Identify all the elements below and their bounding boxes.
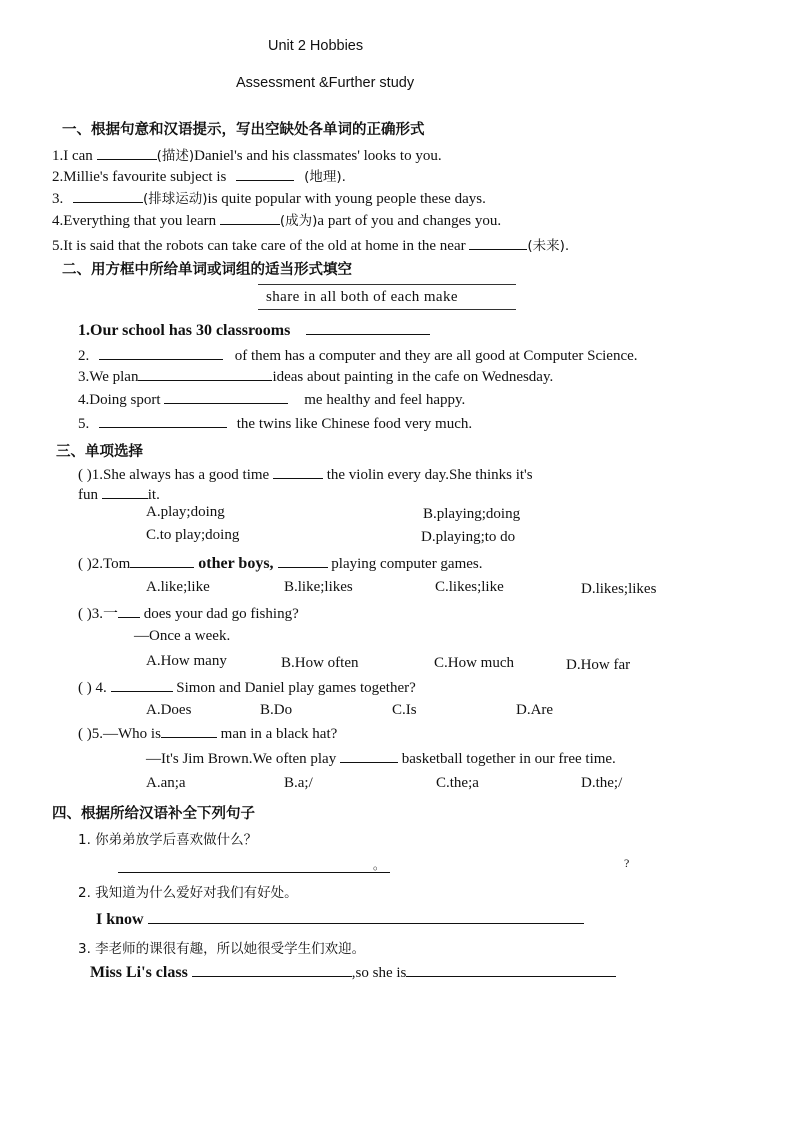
s3-question-5: ( )5.—Who is man in a black hat? xyxy=(78,726,338,742)
answer-blank[interactable] xyxy=(73,190,143,203)
s1-question-5: 5.It is said that the robots can take care of the old at home in the near (未来). xyxy=(52,238,570,254)
answer-blank[interactable] xyxy=(469,237,527,250)
s4-question-3-answer: Miss Li's class ,so she is xyxy=(90,964,616,982)
section1-heading: 一、根据句意和汉语提示，写出空缺处各单词的正确形式 xyxy=(62,122,425,138)
answer-blank[interactable] xyxy=(118,605,140,618)
s3-question-3: ( )3.一 does your dad go fishing? xyxy=(78,606,299,622)
answer-blank[interactable] xyxy=(99,347,223,360)
s2-question-2: 2. of them has a computer and they are all good at Computer Science. xyxy=(78,348,638,364)
word-box-words: share in all both of each make xyxy=(266,289,458,305)
s3-q1-option-b[interactable]: B.playing;doing xyxy=(423,506,521,522)
s3-q2-option-d[interactable]: D.likes;likes xyxy=(581,581,657,597)
answer-blank[interactable] xyxy=(130,555,194,568)
answer-blank[interactable] xyxy=(111,679,173,692)
s3-q3-reply: —Once a week. xyxy=(134,628,231,644)
section3-heading: 三、单项选择 xyxy=(56,444,143,460)
s3-q5-option-b[interactable]: B.a;/ xyxy=(284,775,313,791)
s3-question-1: ( )1.She always has a good time the violin every day.She thinks it's xyxy=(78,467,533,483)
s3-question-2: ( )2.Tom other boys, playing computer games. xyxy=(78,555,483,572)
s2-question-5: 5. the twins like Chinese food very much. xyxy=(78,416,473,432)
s3-q3-option-d[interactable]: D.How far xyxy=(566,657,631,673)
unit-subtitle: Assessment &Further study xyxy=(236,75,415,91)
s4-question-1-prompt: 1. 你弟弟放学后喜欢做什么？ xyxy=(78,832,258,848)
answer-blank[interactable] xyxy=(99,415,227,428)
s3-q3-option-b[interactable]: B.How often xyxy=(281,655,359,671)
s2-question-3: 3.We plan ideas about painting in the cafe on Wednesday. xyxy=(78,369,554,385)
answer-blank[interactable] xyxy=(164,391,288,404)
s3-q4-option-a[interactable]: A.Does xyxy=(146,702,192,718)
s4-question-2-prompt: 2. 我知道为什么爱好对我们有好处。 xyxy=(78,885,298,901)
s3-q2-option-a[interactable]: A.like;like xyxy=(146,579,210,595)
s3-q5-option-d[interactable]: D.the;/ xyxy=(581,775,623,791)
answer-blank[interactable] xyxy=(97,147,157,160)
answer-blank[interactable] xyxy=(273,466,323,479)
word-box xyxy=(258,284,516,310)
s4-q1-answer-line[interactable] xyxy=(118,858,390,873)
answer-blank[interactable] xyxy=(102,486,148,499)
s3-q4-option-b[interactable]: B.Do xyxy=(260,702,293,718)
s3-q5-option-c[interactable]: C.the;a xyxy=(436,775,479,791)
answer-blank[interactable] xyxy=(161,725,217,738)
s3-question-4: ( ) 4. Simon and Daniel play games together? xyxy=(78,680,416,696)
answer-blank[interactable] xyxy=(220,212,280,225)
s3-q2-option-c[interactable]: C.likes;like xyxy=(435,579,504,595)
s4-q1-question-mark: ? xyxy=(624,856,630,870)
answer-blank[interactable] xyxy=(138,368,272,381)
s3-q5-reply: —It's Jim Brown.We often play basketball together in our free time. xyxy=(146,751,616,767)
s3-q5-option-a[interactable]: A.an;a xyxy=(146,775,186,791)
answer-blank[interactable] xyxy=(340,750,398,763)
answer-blank[interactable] xyxy=(148,911,584,924)
s2-question-4: 4.Doing sport me healthy and feel happy. xyxy=(78,392,466,408)
s4-question-2-answer: I know xyxy=(96,911,584,929)
s3-question-1-cont: fun it. xyxy=(78,487,160,503)
s2-question-1: 1.Our school has 30 classrooms xyxy=(78,322,430,340)
s3-q1-option-c[interactable]: C.to play;doing xyxy=(146,527,240,543)
s1-question-3: 3. (排球运动)is quite popular with young people these days. xyxy=(52,191,486,207)
s3-q1-option-a[interactable]: A.play;doing xyxy=(146,504,225,520)
answer-blank[interactable] xyxy=(278,555,328,568)
answer-blank[interactable] xyxy=(306,322,430,335)
section4-heading: 四、根据所给汉语补全下列句子 xyxy=(52,806,255,822)
s1-question-1: 1.I can (描述)Daniel's and his classmates' looks to you. xyxy=(52,148,442,164)
s3-q3-option-a[interactable]: A.How many xyxy=(146,653,227,669)
s3-q2-option-b[interactable]: B.like;likes xyxy=(284,579,353,595)
s3-q1-option-d[interactable]: D.playing;to do xyxy=(421,529,516,545)
answer-blank[interactable] xyxy=(406,964,616,977)
section2-heading: 二、用方框中所给单词或词组的适当形式填空 xyxy=(62,262,352,278)
unit-title: Unit 2 Hobbies xyxy=(268,38,364,54)
s1-question-4: 4.Everything that you learn (成为)a part of you and changes you. xyxy=(52,213,502,229)
answer-blank[interactable] xyxy=(236,168,294,181)
s3-q3-option-c[interactable]: C.How much xyxy=(434,655,514,671)
s4-q1-period: 。 xyxy=(373,858,386,872)
answer-blank[interactable] xyxy=(192,964,352,977)
s1-question-2: 2.Millie's favourite subject is (地理). xyxy=(52,169,346,185)
s3-q4-option-d[interactable]: D.Are xyxy=(516,702,554,718)
s3-q4-option-c[interactable]: C.Is xyxy=(392,702,417,718)
s4-question-3-prompt: 3. 李老师的课很有趣，所以她很受学生们欢迎。 xyxy=(78,941,366,957)
